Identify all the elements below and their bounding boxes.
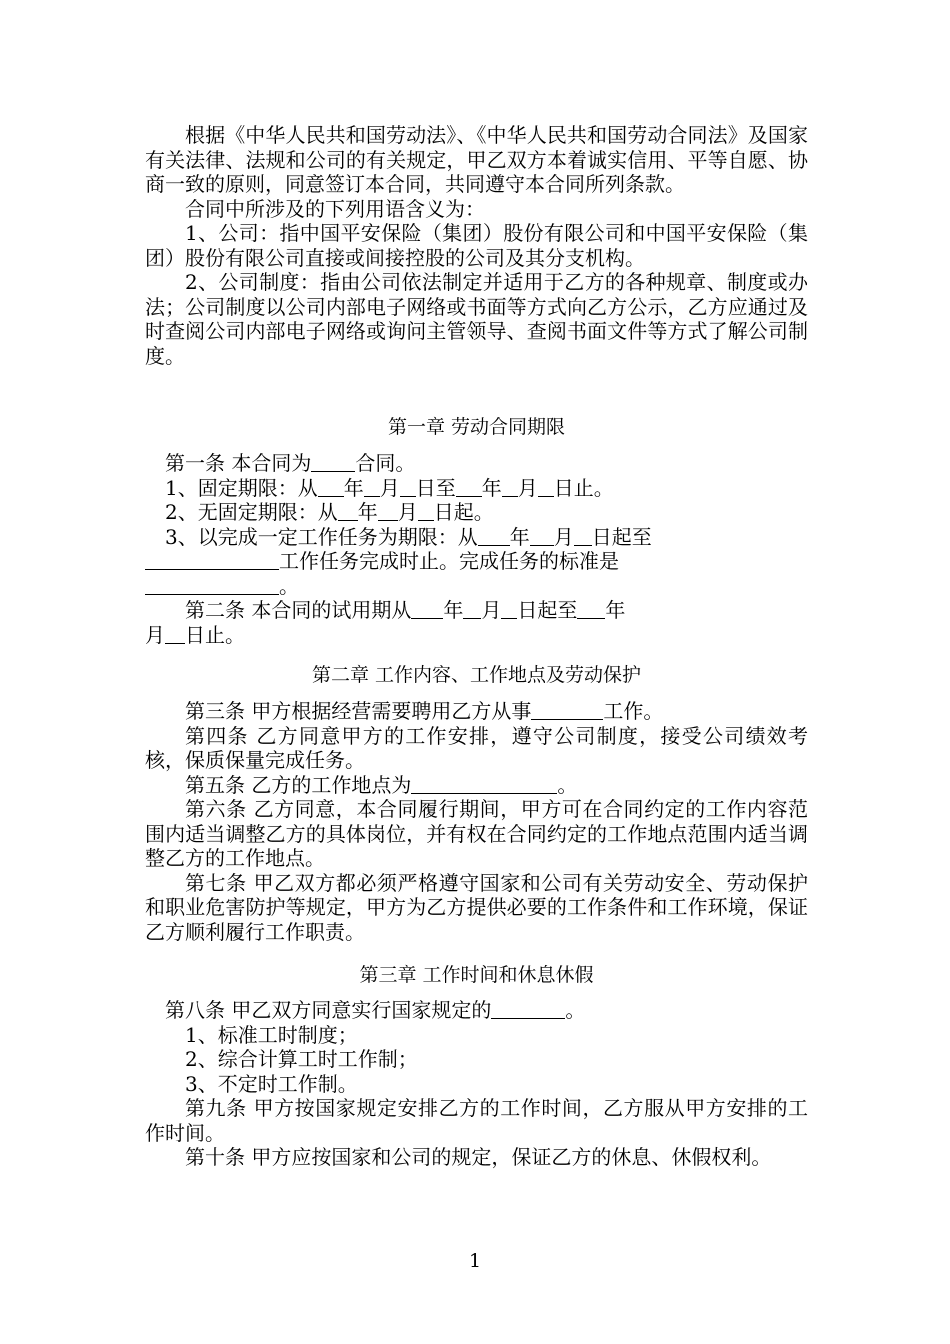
article-2: 第二条 本合同的试用期从 年 月 日起至 年 月 日止。: [145, 598, 626, 647]
chapter-3-body: [145, 998, 808, 1170]
date-blank[interactable]: [418, 502, 434, 521]
date-blank[interactable]: [318, 478, 344, 497]
date-blank[interactable]: [502, 478, 518, 497]
hours-option-comprehensive: 2、综合计算工时工作制；: [185, 1047, 418, 1071]
article-6: 第六条 乙方同意，本合同履行期间，甲方可在合同约定的工作内容范围内适当调整乙方的具体岗位，并有权在合同约定的工作地点范围内适当调整乙方的工作地点。: [145, 797, 808, 870]
term-option-open-ended: 2、无固定期限：从 年 月 日起。: [165, 500, 494, 524]
work-location-blank[interactable]: [411, 775, 557, 794]
page-number: 1: [468, 1250, 482, 1272]
date-blank[interactable]: [538, 478, 554, 497]
hours-option-flexible: 3、不定时工作制。: [185, 1071, 358, 1096]
intro-section: [145, 123, 808, 368]
article-1: 第一条 本合同为 合同。: [165, 451, 416, 475]
hours-option-standard: 1、标准工时制度；: [185, 1022, 358, 1047]
date-blank[interactable]: [364, 478, 380, 497]
date-blank[interactable]: [501, 600, 517, 619]
article-9: 第九条 甲方按国家规定安排乙方的工作时间，乙方服从甲方安排的工作时间。: [145, 1096, 808, 1145]
term-option-task-based: 3、以完成一定工作任务为期限：从 年 月 日起至 工作任务完成时止。完成任务的标准是 。: [145, 525, 808, 599]
task-standard-blank[interactable]: [145, 576, 279, 595]
working-hours-system-blank[interactable]: [491, 1000, 565, 1019]
terms-definition-heading: 合同中所涉及的下列用语含义为：: [185, 196, 485, 221]
date-blank[interactable]: [577, 600, 605, 619]
date-blank[interactable]: [338, 502, 358, 521]
date-blank[interactable]: [478, 527, 510, 546]
article-10: 第十条 甲方应按国家和公司的规定，保证乙方的休息、休假权利。: [185, 1145, 772, 1169]
date-blank[interactable]: [400, 478, 416, 497]
date-blank[interactable]: [411, 600, 443, 619]
term-option-fixed: 1、固定期限：从 年 月 日至 年 月 日止。: [165, 475, 614, 500]
contract-type-blank[interactable]: [311, 453, 355, 472]
date-blank[interactable]: [456, 478, 482, 497]
chapter-1-body: [145, 451, 808, 647]
article-8: 第八条 甲乙双方同意实行国家规定的 。: [165, 998, 586, 1022]
definition-company: 1、公司：指中国平安保险（集团）股份有限公司和中国平安保险（集团）股份有限公司直接或间接控股的公司及其分支机构。: [145, 221, 808, 270]
date-blank[interactable]: [530, 527, 554, 546]
article-5: 第五条 乙方的工作地点为 。: [185, 772, 578, 797]
article-7: 第七条 甲乙双方都必须严格遵守国家和公司有关劳动安全、劳动保护和职业危害防护等规定，甲方为乙方提供必要的工作条件和工作环境，保证乙方顺利履行工作职责。: [145, 870, 808, 944]
chapter-2-title: 第二章 工作内容、工作地点及劳动保护: [311, 664, 642, 686]
definition-company-rules: 2、公司制度：指由公司依法制定并适用于乙方的各种规章、制度或办法；公司制度以公司内部电子网络或书面等方式向乙方公示，乙方应通过及时查阅公司内部电子网络或询问主管领导、查阅书面文件等方式了解公司制度。: [145, 270, 808, 368]
date-blank[interactable]: [165, 625, 185, 644]
chapter-2-body: [145, 699, 808, 944]
article-3: 第三条 甲方根据经营需要聘用乙方从事 工作。: [185, 699, 664, 723]
date-blank[interactable]: [378, 502, 398, 521]
chapter-1-title: 第一章 劳动合同期限: [387, 416, 566, 438]
date-blank[interactable]: [574, 527, 592, 546]
chapter-3-title: 第三章 工作时间和休息休假: [359, 964, 594, 986]
date-blank[interactable]: [463, 600, 481, 619]
article-4: 第四条 乙方同意甲方的工作安排，遵守公司制度，接受公司绩效考核，保质保量完成任务。: [145, 723, 808, 772]
task-blank[interactable]: [145, 551, 279, 570]
intro-paragraph: 根据《中华人民共和国劳动法》、《中华人民共和国劳动合同法》及国家有关法律、法规和公司的有关规定，甲乙双方本着诚实信用、平等自愿、协商一致的原则，同意签订本合同，共同遵守本合同所列条款。: [145, 123, 808, 196]
job-blank[interactable]: [531, 701, 603, 720]
